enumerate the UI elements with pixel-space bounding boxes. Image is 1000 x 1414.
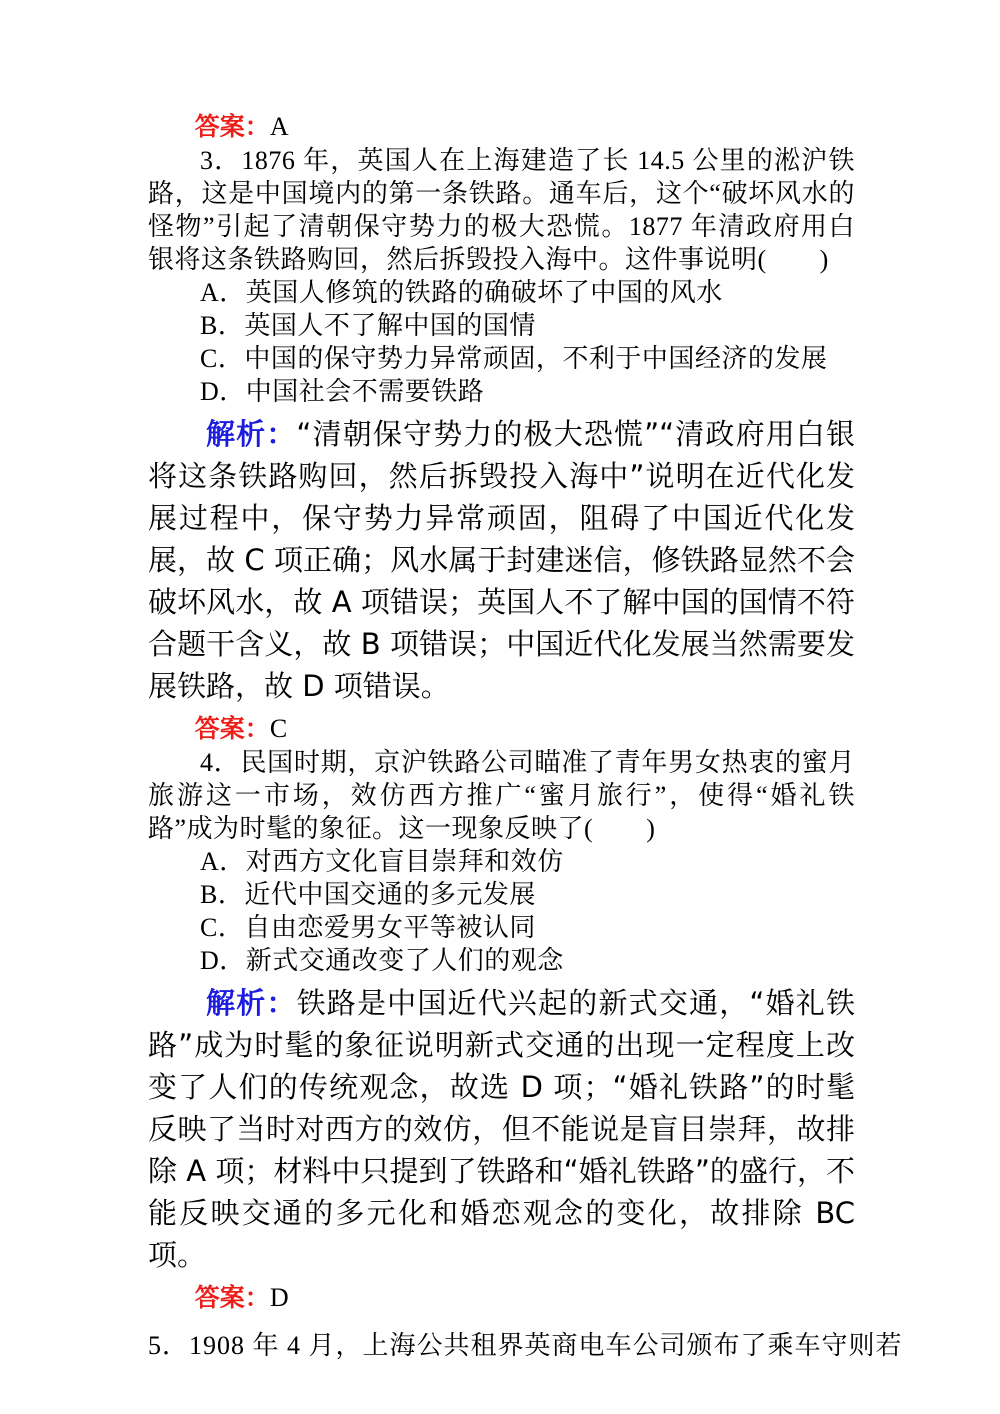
question-4-analysis bbox=[148, 982, 855, 1276]
answer-line-q2 bbox=[148, 110, 855, 144]
question-3-stem: 3．1876 年，英国人在上海建造了长 14.5 公里的淞沪铁路，这是中国境内的第一条铁路。通车后，这个“破坏风水的怪物”引起了清朝保守势力的极大恐慌。1877 年清政府用白银将这条铁路购回，然后拆毁投入海中。这件事说明( ) bbox=[148, 146, 855, 274]
question-5-stem-first-line: 5．1908 年 4 月，上海公共租界英商电车公司颁布了乘车守则若 bbox=[148, 1331, 903, 1360]
answer-label: 答案： bbox=[194, 112, 270, 141]
question-3-option-d: D．中国社会不需要铁路 bbox=[200, 377, 485, 406]
question-3-option-a: A．英国人修筑的铁路的确破坏了中国的风水 bbox=[200, 278, 723, 307]
question-3-option-c: C．中国的保守势力异常顽固，不利于中国经济的发展 bbox=[200, 344, 828, 373]
question-4-stem: 4．民国时期，京沪铁路公司瞄准了青年男女热衷的蜜月旅游这一市场，效仿西方推广“蜜月旅行”，使得“婚礼铁路”成为时髦的象征。这一现象反映了( ) bbox=[148, 748, 855, 843]
analysis-text: 铁路是中国近代兴起的新式交通，“婚礼铁路”成为时髦的象征说明新式交通的出现一定程度上改变了人们的传统观念，故选 D 项；“婚礼铁路”的时髦反映了当时对西方的效仿，但不能说是盲目崇拜，故排除 A 项；材料中只提到了铁路和“婚礼铁路”的盛行，不能反映交通的多元化和婚恋观念的变化，故排除 BC 项。 bbox=[148, 986, 855, 1272]
question-3-analysis bbox=[148, 413, 855, 707]
answer-value: A bbox=[269, 112, 289, 141]
question-3-option-b: B．英国人不了解中国的国情 bbox=[200, 311, 536, 340]
question-4-option-c: C．自由恋爱男女平等被认同 bbox=[200, 913, 536, 942]
analysis-text: “清朝保守势力的极大恐慌”“清政府用白银将这条铁路购回，然后拆毁投入海中”说明在近代化发展过程中，保守势力异常顽固，阻碍了中国近代化发展，故 C 项正确；风水属于封建迷信，修铁路显然不会破坏风水，故 A 项错误；英国人不了解中国的国情不符合题干含义，故 B 项错误；中国近代化发展当然需要发展铁路，故 D 项错误。 bbox=[148, 417, 855, 703]
question-4-option-b: B．近代中国交通的多元发展 bbox=[200, 880, 536, 909]
answer-label: 答案： bbox=[194, 714, 270, 743]
answer-line-q4 bbox=[148, 1281, 855, 1315]
analysis-label: 解析： bbox=[206, 986, 297, 1020]
answer-value: D bbox=[269, 1283, 289, 1312]
answer-line-q3 bbox=[148, 712, 855, 746]
question-4-option-d: D．新式交通改变了人们的观念 bbox=[200, 946, 564, 975]
question-4-option-a: A．对西方文化盲目崇拜和效仿 bbox=[200, 847, 564, 876]
answer-label: 答案： bbox=[194, 1283, 270, 1312]
analysis-label: 解析： bbox=[206, 417, 297, 451]
answer-value: C bbox=[269, 714, 288, 743]
